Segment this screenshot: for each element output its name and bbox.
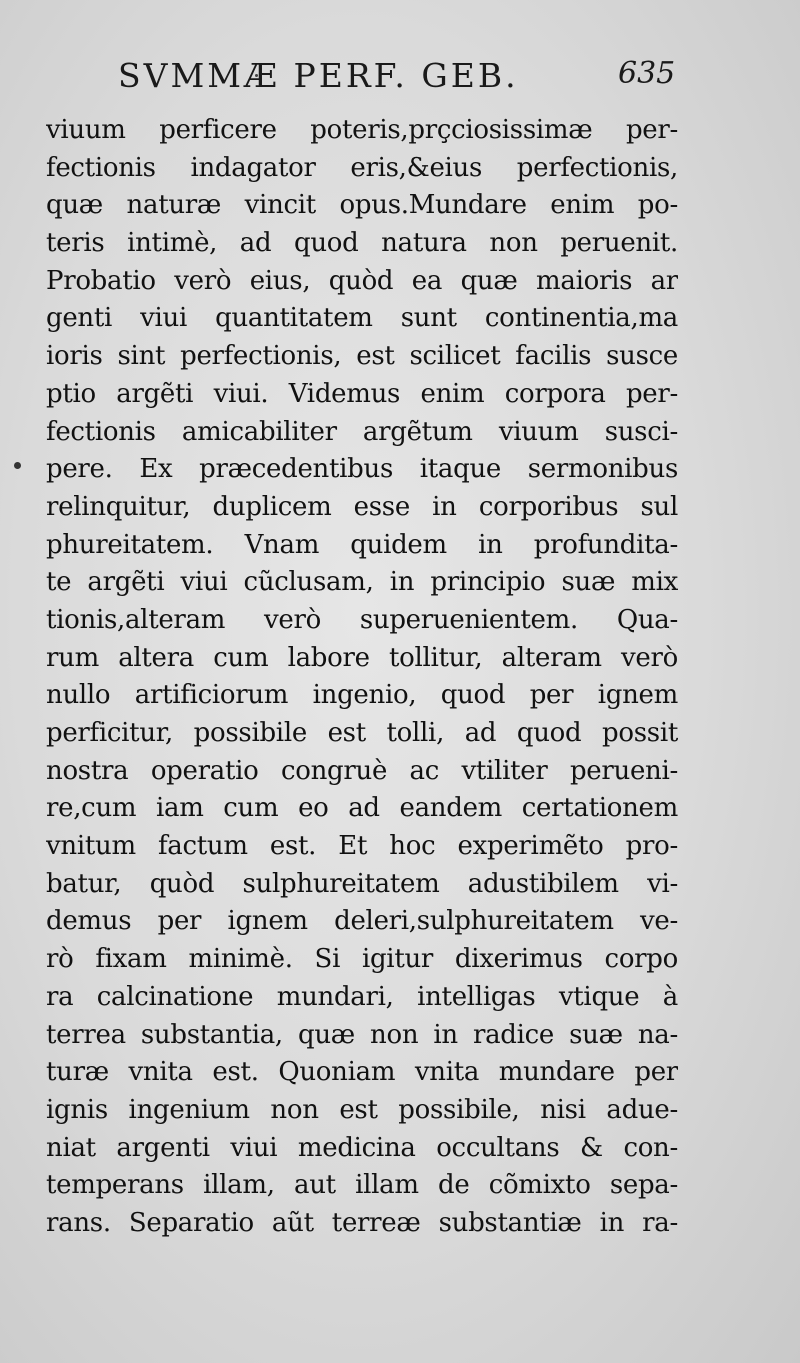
text-line: niat argenti viui medicina occultans & con- [46,1132,678,1163]
running-title: SVMMÆ PERF. GEB. [118,56,519,95]
text-line: ptio argẽti viui. Videmus enim corpora per- [46,378,678,409]
text-line: nostra operatio congruè ac vtiliter perueni- [46,755,678,786]
text-line: fectionis indagator eris,&eius perfectionis, [46,152,678,183]
text-line: tionis,alteram verò superuenientem. Qua- [46,604,678,635]
text-line: temperans illam, aut illam de cõmixto sepa- [46,1170,678,1201]
text-line: relinquitur, duplicem esse in corporibus sul [46,491,678,522]
text-line: genti viui quantitatem sunt continentia,ma [46,303,678,334]
text-line: batur, quòd sulphureitatem adustibilem vi- [46,868,678,899]
text-line: rum altera cum labore tollitur, alteram verò [46,642,678,673]
text-line: viuum perficere poteris,prçciosissimæ per- [46,115,678,145]
text-line: terrea substantia, quæ non in radice suæ na- [46,1019,678,1050]
text-line: ioris sint perfectionis, est scilicet facilis susce [46,341,678,372]
text-line: turæ vnita est. Quoniam vnita mundare per [46,1057,678,1088]
text-line: te argẽti viui cũclusam, in principio suæ mix [46,567,678,598]
text-line: perficitur, possibile est tolli, ad quod possit [46,718,678,748]
body-text [46,112,678,1243]
text-line: quæ naturæ vincit opus.Mundare enim po- [46,190,678,221]
text-line: Probatio verò eius, quòd ea quæ maioris ar [46,265,678,296]
text-line: pere. Ex præcedentibus itaque sermonibus [46,454,678,485]
text-line: nullo artificiorum ingenio, quod per ignem [46,680,678,711]
text-line: vnitum factum est. Et hoc experimẽto pro- [46,831,678,862]
text-line: re,cum iam cum eo ad eandem certationem [46,793,678,824]
text-line: teris intimè, ad quod natura non peruenit. [46,228,678,259]
text-line: demus per ignem deleri,sulphureitatem ve- [46,906,678,937]
margin-mark [14,462,21,469]
page-header [0,52,800,102]
text-line: ignis ingenium non est possibile, nisi adue- [46,1094,678,1125]
text-line: fectionis amicabiliter argẽtum viuum susci- [46,416,678,447]
text-line: ra calcinatione mundari, intelligas vtique à [46,981,678,1012]
text-line: rans. Separatio aũt terreæ substantiæ in ra- [46,1207,678,1238]
text-line: rò fixam minimè. Si igitur dixerimus corpo [46,944,678,975]
text-line: phureitatem. Vnam quidem in profundita- [46,529,678,560]
page-number: 635 [618,56,676,91]
